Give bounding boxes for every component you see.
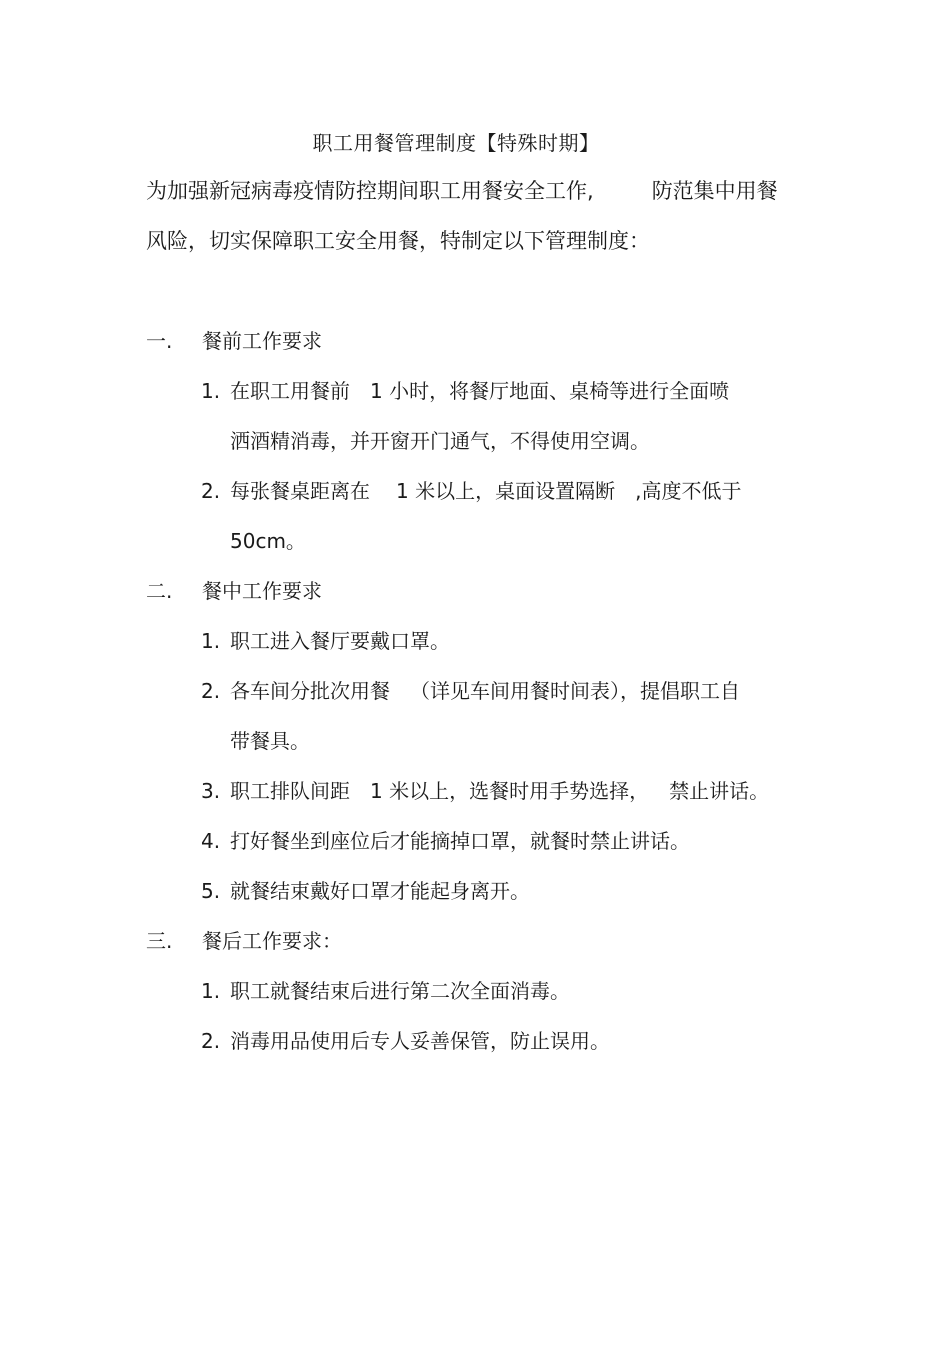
list-item-continuation: 50cm。 <box>230 529 306 553</box>
section-title: 餐后工作要求： <box>202 929 342 953</box>
list-item: 2. 每张餐桌距离在 1 米以上，桌面设置隔断 ,高度不低于 <box>201 479 742 503</box>
list-item: 4. 打好餐坐到座位后才能摘掉口罩，就餐时禁止讲话。 <box>201 829 690 853</box>
section-heading-2 <box>146 576 322 606</box>
intro-line-1-part-b: 防范集中用餐 <box>651 179 778 203</box>
list-item: 5. 就餐结束戴好口罩才能起身离开。 <box>201 879 530 903</box>
section-title: 餐前工作要求 <box>202 329 322 353</box>
list-item-continuation: 洒酒精消毒，并开窗开门通气，不得使用空调。 <box>230 429 650 453</box>
list-item: 1. 职工就餐结束后进行第二次全面消毒。 <box>201 979 570 1003</box>
section-number: 二. <box>146 579 173 603</box>
list-item: 2. 各车间分批次用餐 （详见车间用餐时间表），提倡职工自 <box>201 679 740 703</box>
list-item: 2. 消毒用品使用后专人妥善保管，防止误用。 <box>201 1029 610 1053</box>
list-item: 1. 职工进入餐厅要戴口罩。 <box>201 629 450 653</box>
intro-line-2: 风险，切实保障职工安全用餐，特制定以下管理制度： <box>146 229 650 253</box>
intro-line-1 <box>146 176 806 206</box>
section-number: 一. <box>146 329 173 353</box>
section-title: 餐中工作要求 <box>202 579 322 603</box>
document-title: 职工用餐管理制度【特殊时期】 <box>312 131 600 155</box>
section-heading-1 <box>146 326 322 356</box>
section-number: 三. <box>146 929 173 953</box>
section-heading-3 <box>146 926 342 956</box>
list-item: 3. 职工排队间距 1 米以上，选餐时用手势选择， 禁止讲话。 <box>201 779 770 803</box>
list-item: 1. 在职工用餐前 1 小时，将餐厅地面、桌椅等进行全面喷 <box>201 379 730 403</box>
intro-line-1-part-a: 为加强新冠病毒疫情防控期间职工用餐安全工作, <box>146 179 594 203</box>
list-item-continuation: 带餐具。 <box>230 729 310 753</box>
